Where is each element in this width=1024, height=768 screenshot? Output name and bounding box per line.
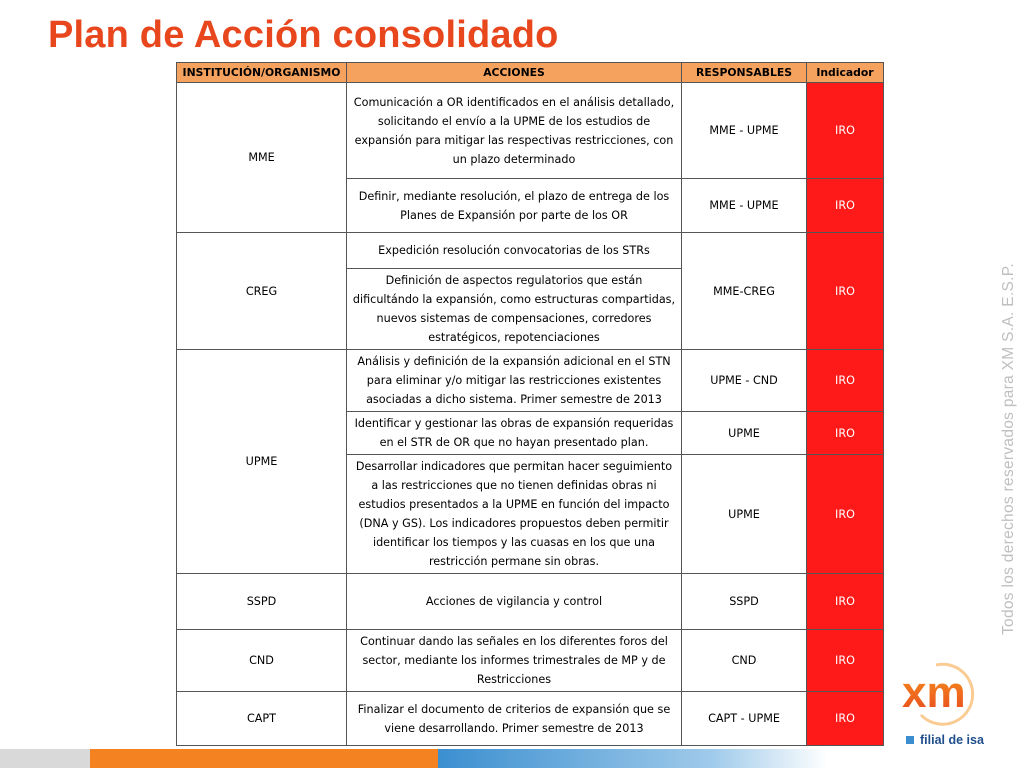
table-row <box>177 692 884 746</box>
responsible-cell: UPME - CND <box>682 350 807 412</box>
indicator-cell: IRO <box>807 574 884 630</box>
action-cell: Definición de aspectos regulatorios que están dificultándo la expansión, como estructuras compartidas, nuevos sistemas de compensaciones, corredores estratégicos, repotenciaciones <box>347 269 682 350</box>
action-cell: Comunicación a OR identificados en el análisis detallado, solicitando el envío a la UPME de los estudios de expansión para mitigar las respectivas restricciones, con un plazo determinado <box>347 83 682 179</box>
action-cell: Acciones de vigilancia y control <box>347 574 682 630</box>
indicator-cell: IRO <box>807 233 884 350</box>
institution-cell: CAPT <box>177 692 347 746</box>
footer-segment-gray <box>0 749 90 768</box>
indicator-cell: IRO <box>807 179 884 233</box>
indicator-cell: IRO <box>807 630 884 692</box>
responsible-cell: UPME <box>682 455 807 574</box>
indicator-cell: IRO <box>807 455 884 574</box>
table-row <box>177 574 884 630</box>
institution-cell: CND <box>177 630 347 692</box>
action-cell: Continuar dando las señales en los diferentes foros del sector, mediante los informes trimestrales de MP y de Restricciones <box>347 630 682 692</box>
indicator-cell: IRO <box>807 350 884 412</box>
responsible-cell: UPME <box>682 412 807 455</box>
table-row <box>177 630 884 692</box>
footer-segment-orange <box>90 749 438 768</box>
indicator-cell: IRO <box>807 692 884 746</box>
responsible-cell: CAPT - UPME <box>682 692 807 746</box>
table-row <box>177 83 884 179</box>
responsible-cell: CND <box>682 630 807 692</box>
header-responsible: RESPONSABLES <box>682 63 807 83</box>
table-row <box>177 350 884 412</box>
footer-segment-blue <box>438 749 828 768</box>
action-cell: Identificar y gestionar las obras de expansión requeridas en el STR de OR que no hayan presentado plan. <box>347 412 682 455</box>
responsible-cell: SSPD <box>682 574 807 630</box>
xm-logo <box>896 655 996 727</box>
footer-bar <box>0 749 1024 768</box>
table-header-row <box>177 63 884 83</box>
header-institution: INSTITUCIÓN/ORGANISMO <box>177 63 347 83</box>
slide-title: Plan de Acción consolidado <box>48 14 559 56</box>
table-row <box>177 233 884 269</box>
action-cell: Finalizar el documento de criterios de expansión que se viene desarrollando. Primer semestre de 2013 <box>347 692 682 746</box>
institution-cell: SSPD <box>177 574 347 630</box>
action-cell: Análisis y definición de la expansión adicional en el STN para eliminar y/o mitigar las restricciones existentes asociadas a dicho sistema. Primer semestre de 2013 <box>347 350 682 412</box>
indicator-cell: IRO <box>807 83 884 179</box>
action-plan-table <box>176 62 884 746</box>
copyright-watermark: Todos los derechos reservados para XM S.A. E.S.P. <box>1000 263 1017 635</box>
logo-text: xm <box>902 668 966 717</box>
responsible-cell: MME - UPME <box>682 83 807 179</box>
institution-cell: MME <box>177 83 347 233</box>
responsible-cell: MME - UPME <box>682 179 807 233</box>
action-cell: Desarrollar indicadores que permitan hacer seguimiento a las restricciones que no tienen definidas obras ni estudios presentados a la UPME en función del impacto (DNA y GS). Los indicadores propuestos deben permitir identificar los tiempos y las cuasas en los que una restricción permane sin obras. <box>347 455 682 574</box>
institution-cell: UPME <box>177 350 347 574</box>
tagline-text: filial de isa <box>920 733 984 747</box>
square-icon <box>906 736 914 744</box>
institution-cell: CREG <box>177 233 347 350</box>
header-actions: ACCIONES <box>347 63 682 83</box>
action-cell: Definir, mediante resolución, el plazo de entrega de los Planes de Expansión por parte de los OR <box>347 179 682 233</box>
responsible-cell: MME-CREG <box>682 233 807 350</box>
header-indicator: Indicador <box>807 63 884 83</box>
indicator-cell: IRO <box>807 412 884 455</box>
company-tagline <box>906 733 984 747</box>
action-cell: Expedición resolución convocatorias de los STRs <box>347 233 682 269</box>
